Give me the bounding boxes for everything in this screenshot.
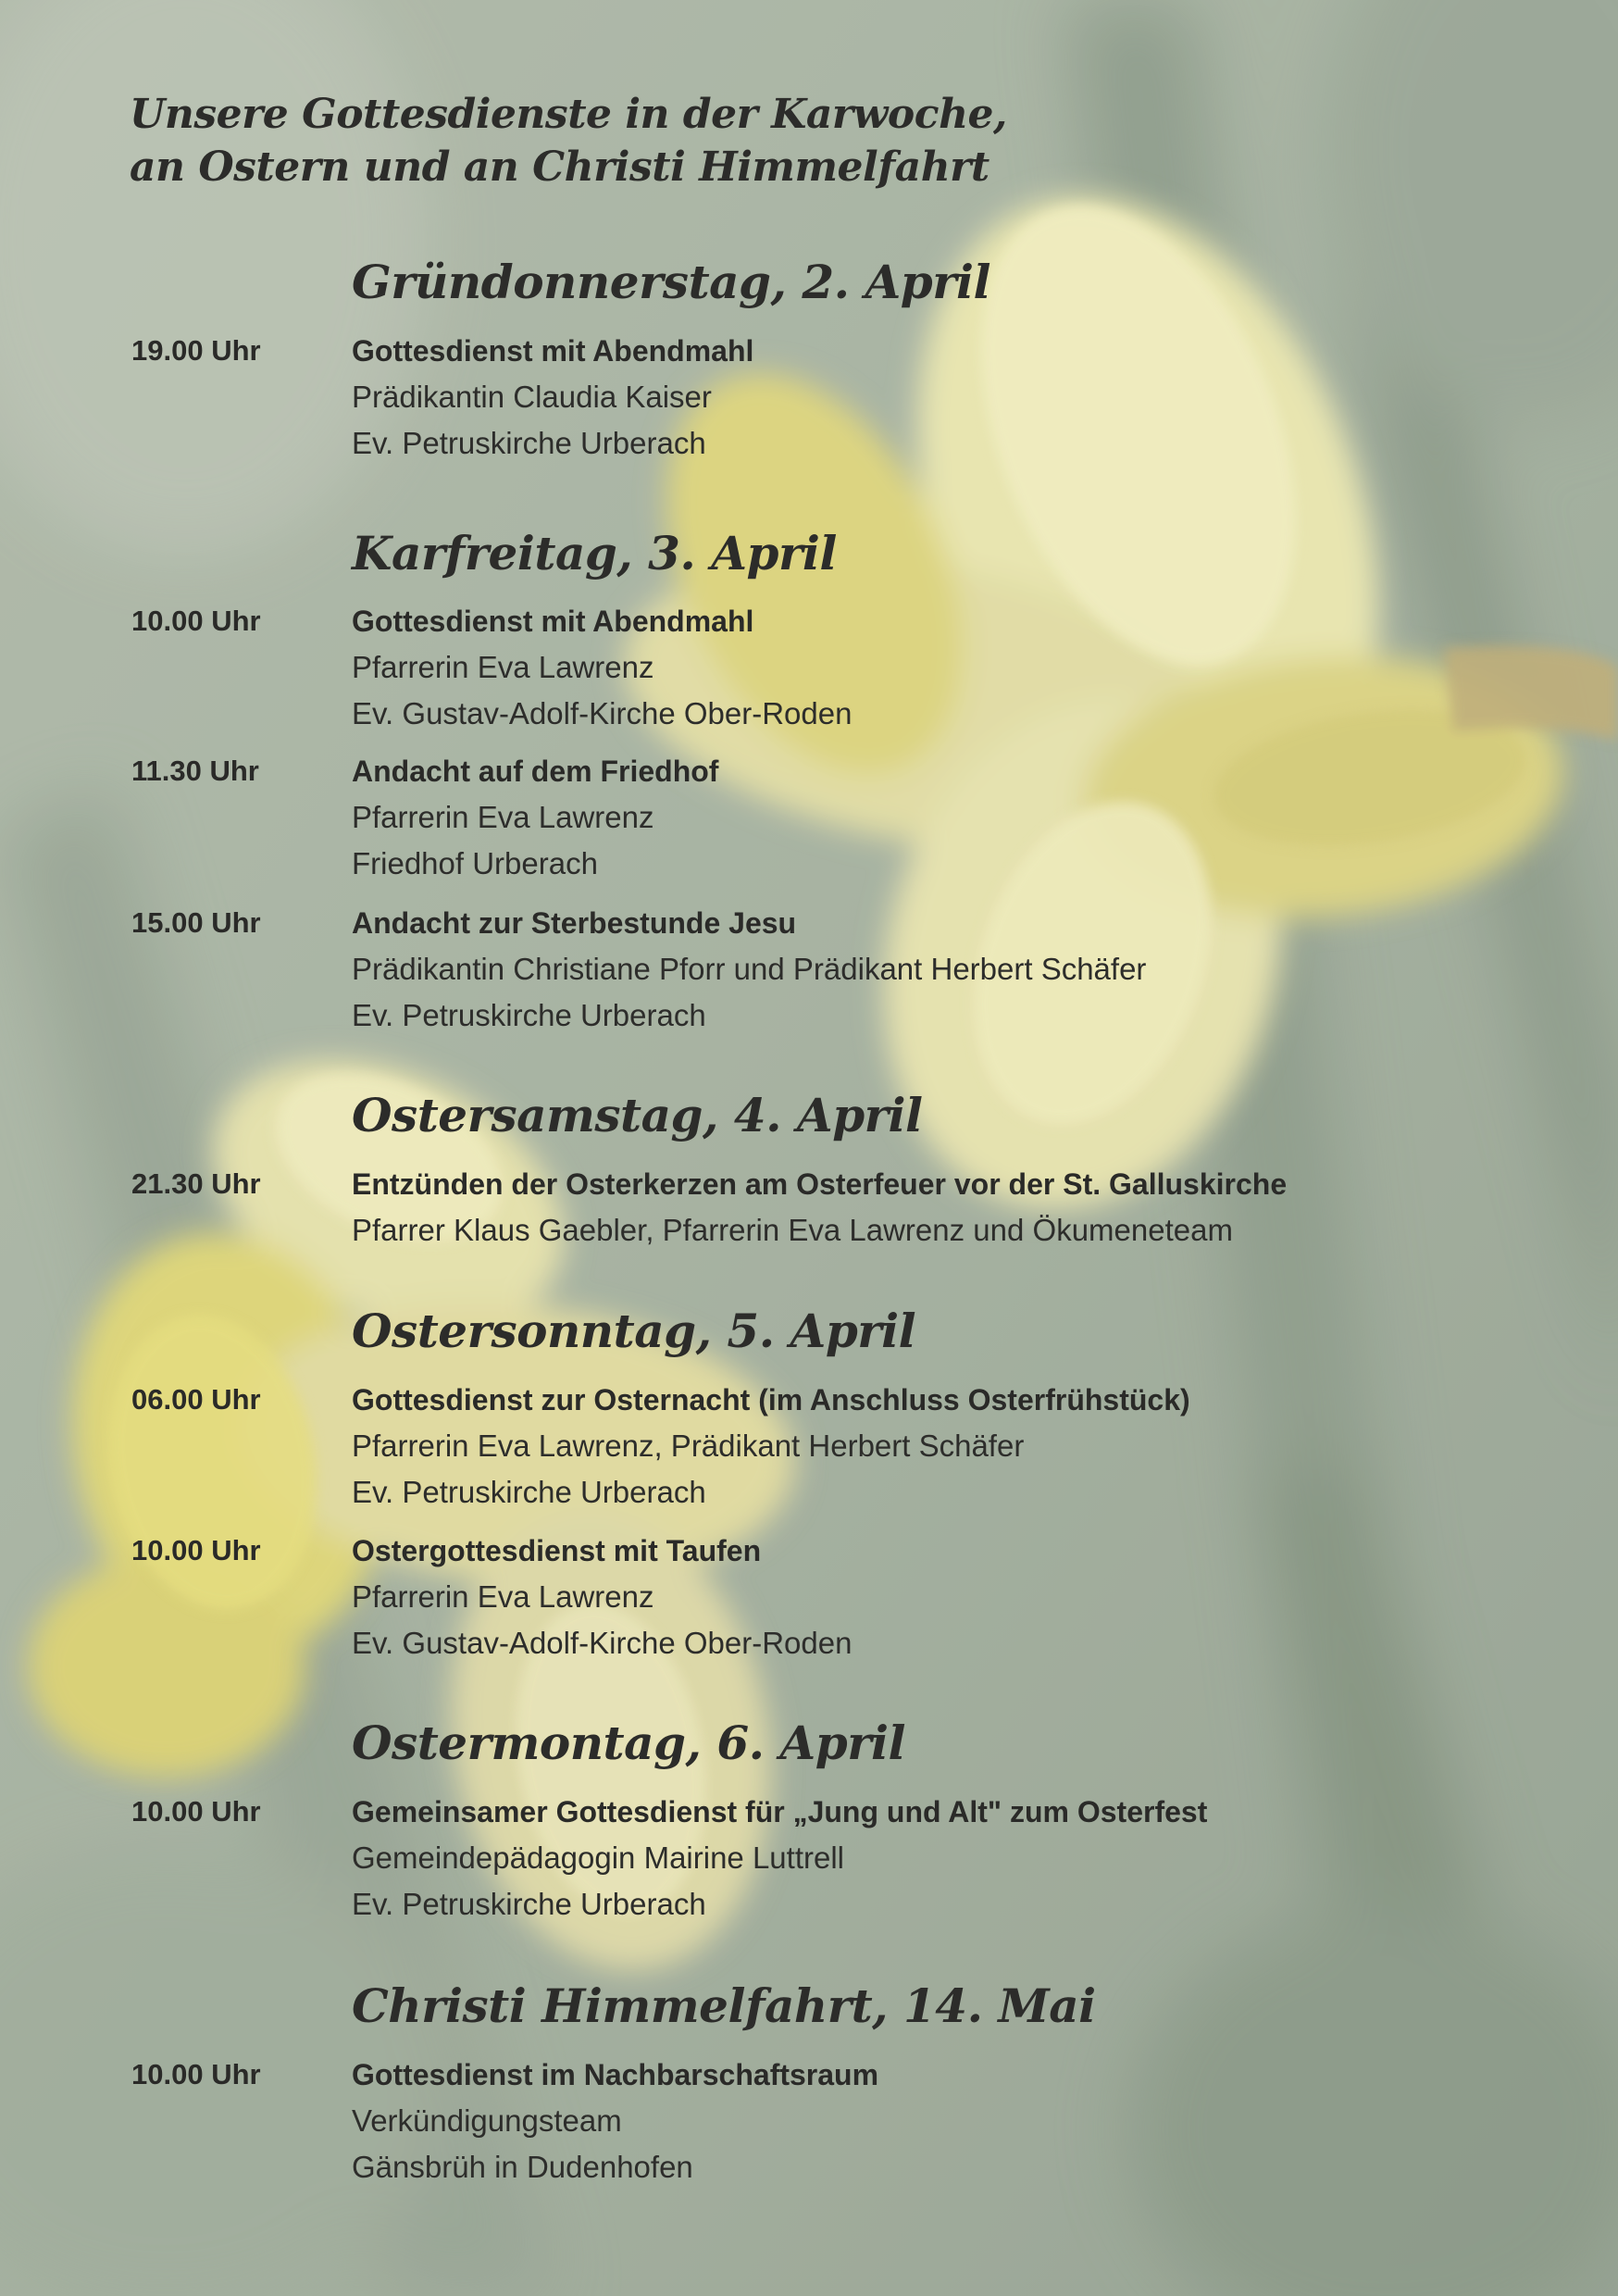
event-location: Gänsbrüh in Dudenhofen <box>352 2150 693 2184</box>
event-title: Andacht zur Sterbestunde Jesu <box>352 906 797 940</box>
day-heading: Ostersamstag, 4. April <box>352 1088 923 1142</box>
event-time: 10.00 Uhr <box>131 605 261 637</box>
event-entry <box>0 1161 1618 1300</box>
event-location: Ev. Petruskirche Urberach <box>352 1887 706 1921</box>
event-entry <box>0 328 1618 467</box>
event-location: Ev. Petruskirche Urberach <box>352 426 706 460</box>
event-title: Gemeinsamer Gottesdienst für „Jung und Alt" zum Osterfest <box>352 1795 1208 1828</box>
event-entry <box>0 900 1618 1039</box>
event-time: 21.30 Uhr <box>131 1167 261 1200</box>
event-entry <box>0 748 1618 887</box>
event-person: Prädikantin Claudia Kaiser <box>352 380 712 414</box>
event-person: Pfarrerin Eva Lawrenz, Prädikant Herbert Schäfer <box>352 1429 1025 1463</box>
event-time: 19.00 Uhr <box>131 334 261 367</box>
event-title: Gottesdienst mit Abendmahl <box>352 334 754 368</box>
event-person: Pfarrerin Eva Lawrenz <box>352 800 654 834</box>
event-time: 06.00 Uhr <box>131 1383 261 1416</box>
page-title-line-2: an Ostern und an Christi Himmelfahrt <box>130 144 989 191</box>
event-title: Ostergottesdienst mit Taufen <box>352 1534 762 1567</box>
event-title: Entzünden der Osterkerzen am Osterfeuer vor der St. Galluskirche <box>352 1167 1288 1201</box>
page-title-line-1: Unsere Gottesdienste in der Karwoche, <box>130 91 1007 138</box>
event-time: 11.30 Uhr <box>131 755 259 787</box>
day-heading: Gründonnerstag, 2. April <box>352 255 991 309</box>
day-heading: Christi Himmelfahrt, 14. Mai <box>352 1978 1096 2033</box>
event-location: Ev. Gustav-Adolf-Kirche Ober-Roden <box>352 696 853 730</box>
event-title: Gottesdienst im Nachbarschaftsraum <box>352 2058 879 2091</box>
event-entry <box>0 1528 1618 1666</box>
event-location: Ev. Petruskirche Urberach <box>352 998 706 1032</box>
event-time: 10.00 Uhr <box>131 1795 261 1828</box>
event-person: Gemeindepädagogin Mairine Luttrell <box>352 1841 844 1875</box>
event-time: 10.00 Uhr <box>131 2058 261 2090</box>
event-entry <box>0 598 1618 737</box>
event-time: 15.00 Uhr <box>131 906 261 939</box>
event-location: Friedhof Urberach <box>352 846 598 880</box>
event-person: Pfarrer Klaus Gaebler, Pfarrerin Eva Lawrenz und Ökumeneteam <box>352 1213 1233 1247</box>
day-heading: Ostersonntag, 5. April <box>352 1304 916 1358</box>
day-heading: Ostermontag, 6. April <box>352 1716 906 1770</box>
event-title: Andacht auf dem Friedhof <box>352 755 719 788</box>
page-title <box>130 88 1007 193</box>
event-person: Verkündigungsteam <box>352 2103 622 2138</box>
event-person: Prädikantin Christiane Pforr und Prädikant Herbert Schäfer <box>352 952 1147 986</box>
event-title: Gottesdienst mit Abendmahl <box>352 605 754 638</box>
event-person: Pfarrerin Eva Lawrenz <box>352 650 654 684</box>
day-heading: Karfreitag, 3. April <box>352 526 837 580</box>
event-title: Gottesdienst zur Osternacht (im Anschluss Osterfrühstück) <box>352 1383 1190 1416</box>
event-entry <box>0 1377 1618 1516</box>
event-entry <box>0 2052 1618 2190</box>
event-person: Pfarrerin Eva Lawrenz <box>352 1579 654 1614</box>
event-location: Ev. Petruskirche Urberach <box>352 1475 706 1509</box>
event-location: Ev. Gustav-Adolf-Kirche Ober-Roden <box>352 1626 853 1660</box>
event-entry <box>0 1789 1618 1928</box>
event-time: 10.00 Uhr <box>131 1534 261 1566</box>
